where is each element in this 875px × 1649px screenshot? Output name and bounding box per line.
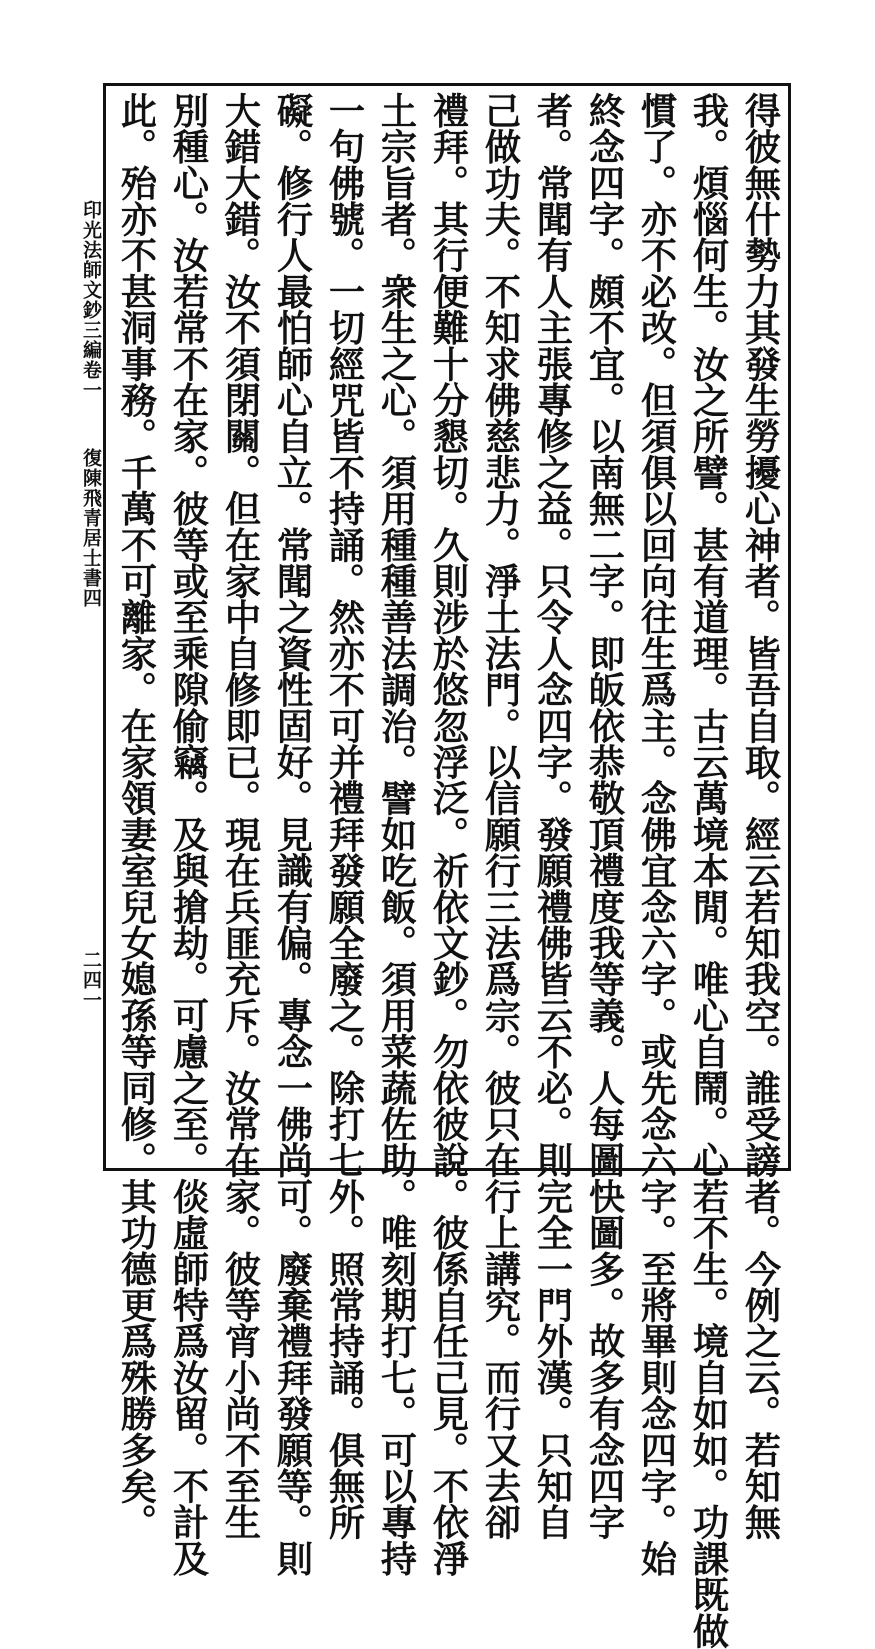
page-number: 二四一	[80, 950, 102, 1010]
text-column: 礙。修行人最怕師心自立。常聞之資性固好。見識有偏。專念一佛尚可。廢棄禮拜發願等。則	[271, 92, 314, 1577]
text-column: 大錯大錯。汝不須閉關。但在家中自修即已。現在兵匪充斥。汝常在家。彼等宵小尚不至生	[219, 92, 262, 1540]
text-column: 我。煩惱何生。汝之所譬。甚有道理。古云萬境本閒。唯心自鬧。心若不生。境自如如。功課既做	[687, 92, 730, 1649]
text-frame	[103, 83, 791, 1649]
text-column: 己做功夫。不知求佛慈悲力。淨土法門。以信願行三法爲宗。彼只在行上講究。而行又去卻	[479, 92, 522, 1540]
text-column: 土宗旨者。衆生之心。須用種種善法調治。譬如吃飯。須用菜蔬佐助。唯刻期打七。可以專持	[375, 92, 418, 1577]
text-column: 禮拜。其行便難十分懇切。久則涉於悠忽浮泛。祈依文鈔。勿依彼說。彼係自任己見。不依淨	[427, 92, 470, 1577]
section-title: 復陳飛青居士書四	[80, 448, 102, 608]
text-column: 者。常聞有人主張專修之益。只令人念四字。發願禮佛皆云不必。則完全一門外漢。只知自	[531, 92, 574, 1540]
book-title: 印光法師文鈔三編卷一	[80, 200, 102, 400]
text-column: 得彼無什勢力其發生勞擾心神者。皆吾自取。經云若知我空。誰受謗者。今例之云。若知無	[739, 92, 782, 1540]
text-column: 終念四字。頗不宜。以南無二字。即皈依恭敬頂禮度我等義。人每圖快圖多。故多有念四字	[583, 92, 626, 1540]
text-column: 別種心。汝若常不在家。彼等或至乘隙偷竊。及與搶劫。可慮之至。倓虛師特爲汝留。不計及	[167, 92, 210, 1577]
text-column: 慣了。亦不必改。但須俱以回向往生爲主。念佛宜念六字。或先念六字。至將畢則念四字。始	[635, 92, 678, 1577]
text-column: 此。殆亦不甚洞事務。千萬不可離家。在家領妻室兒女媳孫等同修。其功德更爲殊勝多矣。	[115, 92, 158, 1540]
text-column: 一句佛號。一切經咒皆不持誦。然亦不可并禮拜發願全廢之。除打七外。照常持誦。俱無所	[323, 92, 366, 1540]
